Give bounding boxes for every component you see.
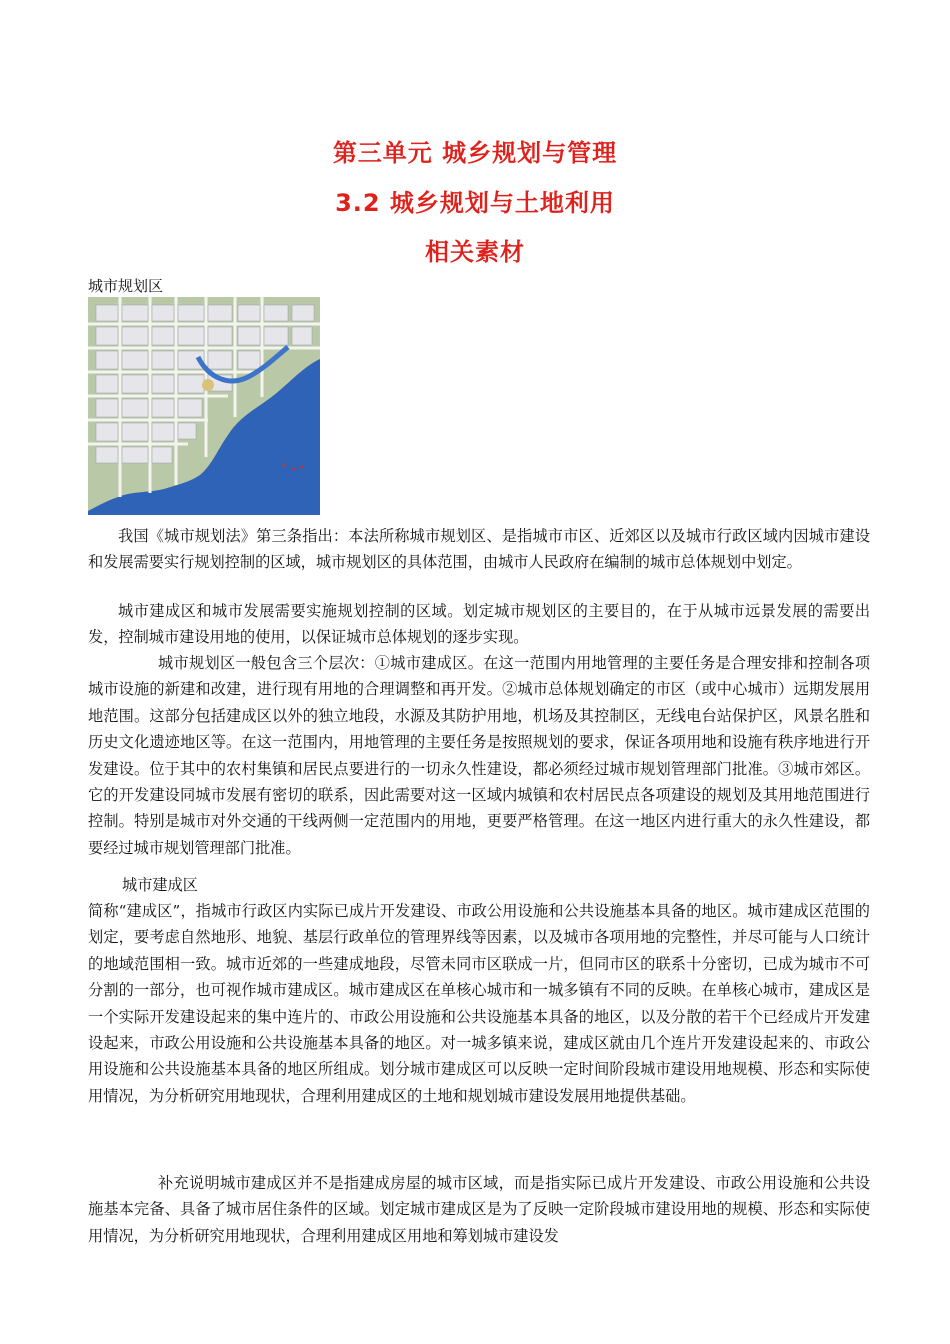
- section-title: 3.2 城乡规划与土地利用: [335, 189, 615, 217]
- paragraph-4: 简称“建成区”，指城市行政区内实际已成片开发建设、市政公用设施和公共设施基本具备的地区。城市建成区范围的划定，要考虑自然地形、地貌、基层行政单位的管理界线等因素，以及城市各项用地的完整性，并尽可能与人口统计的地域范围相一致。城市近郊的一些建成地段，尽管未同市区联成一片，但同市区的联系十分密切，已成为城市不可分割的一部分，也可视作城市建成区。城市建成区在单核心城市和一城多镇有不同的反映。在单核心城市，建成区是一个实际开发建设起来的集中连片的、市政公用设施和公共设施基本具备的地区，以及分散的若干个已经成片开发建设起来，市政公用设施和公共设施基本具备的地区。对一城多镇来说，建成区就由几个连片开发建设起来的、市政公用设施和公共设施基本具备的地区所组成。划分城市建成区可以反映一定时间阶段城市建设用地规模、形态和实际使用情况，为分析研究用地现状，合理利用建成区的土地和规划城市建设发展用地提供基础。: [88, 902, 870, 1105]
- unit-title: 第三单元 城乡规划与管理: [332, 139, 618, 167]
- paragraph-3: 城市规划区一般包含三个层次：①城市建成区。在这一范围内用地管理的主要任务是合理安排和控制各项城市设施的新建和改建，进行现有用地的合理调整和再开发。②城市总体规划确定的市区（或中心城市）远期发展用地范围。这部分包括建成区以外的独立地段，水源及其防护用地，机场及其控制区，无线电台站保护区，风景名胜和历史文化遗迹地区等。在这一范围内，用地管理的主要任务是按照规划的要求，保证各项用地和设施有秩序地进行开发建设。位于其中的农村集镇和居民点要进行的一切永久性建设，都必须经过城市规划管理部门批准。③城市郊区。它的开发建设同城市发展有密切的联系，因此需要对这一区域内城镇和农村居民点各项建设的规划及其用地范围进行控制。特别是城市对外交通的干线两侧一定范围内的用地，更要严格管理。在这一地区内进行重大的永久性建设，都要经过城市规划管理部门批准。: [88, 654, 870, 857]
- city-planning-map: [88, 297, 320, 515]
- paragraph-2: 城市建成区和城市发展需要实施规划控制的区域。划定城市规划区的主要目的，在于从城市远景发展的需要出发，控制城市建设用地的使用，以保证城市总体规划的逐步实现。: [88, 602, 870, 647]
- section-heading: 城市建成区: [122, 876, 198, 894]
- subtitle: 相关素材: [425, 238, 525, 266]
- paragraph-5: 补充说明城市建成区并不是指建成房屋的城市区域，而是指实际已成片开发建设、市政公用设施和公共设施基本完备、具备了城市居住条件的区域。划定城市建成区是为了反映一定阶段城市建设用地的规模、形态和实际使用情况，为分析研究用地现状，合理利用建成区用地和筹划城市建设发: [88, 1174, 870, 1245]
- paragraph-1: 我国《城市规划法》第三条指出：本法所称城市规划区、是指城市市区、近郊区以及城市行政区域内因城市建设和发展需要实行规划控制的区域，城市规划区的具体范围，由城市人民政府在编制的城市总体规划中划定。: [88, 527, 870, 572]
- figure-caption: 城市规划区: [88, 277, 164, 295]
